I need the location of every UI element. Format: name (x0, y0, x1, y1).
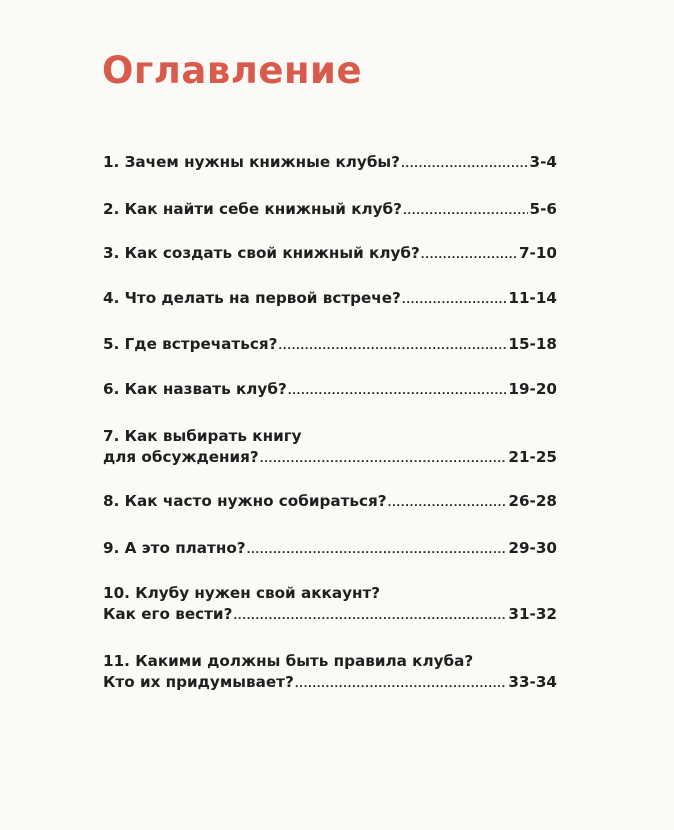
dot-leader (288, 387, 507, 397)
dot-leader (247, 546, 507, 556)
page-title: Оглавление (102, 49, 363, 92)
toc-entry-title-continued: Кто их придумывает? (103, 673, 294, 691)
toc-entry-title: 8. Как часто нужно собираться? (103, 492, 387, 510)
toc-entry-pages: 29-30 (508, 539, 557, 557)
toc-entry-title: 3. Как создать свой книжный клуб? (103, 244, 420, 262)
dot-leader (401, 160, 528, 170)
toc-entry-title: 6. Как назвать клуб? (103, 380, 287, 398)
toc-entry-1[interactable] (103, 152, 557, 173)
toc-entry-pages: 3-4 (529, 153, 557, 171)
toc-entry-5[interactable] (103, 334, 557, 355)
toc-entry-title: 4. Что делать на первой встрече? (103, 289, 401, 307)
toc-entry-3[interactable] (103, 243, 557, 264)
dot-leader (403, 207, 528, 217)
toc-entry-title: 7. Как выбирать книгу (103, 427, 302, 445)
toc-entry-7[interactable] (103, 426, 557, 468)
toc-entry-pages: 5-6 (529, 200, 557, 218)
dot-leader (260, 455, 507, 465)
toc-entry-title: 11. Какими должны быть правила клуба? (103, 652, 474, 670)
dot-leader (402, 296, 507, 306)
toc-entry-pages: 15-18 (508, 335, 557, 353)
toc-entry-6[interactable] (103, 379, 557, 400)
toc-entry-10[interactable] (103, 583, 557, 625)
dot-leader (278, 342, 506, 352)
toc-entry-title-continued: для обсуждения? (103, 448, 259, 466)
toc-entry-pages: 21-25 (508, 448, 557, 466)
dot-leader (233, 612, 506, 622)
dot-leader (388, 499, 507, 509)
toc-entry-title: 1. Зачем нужны книжные клубы? (103, 153, 400, 171)
toc-entry-pages: 19-20 (508, 380, 557, 398)
toc-entry-9[interactable] (103, 538, 557, 559)
toc-entry-title: 5. Где встречаться? (103, 335, 278, 353)
dot-leader (295, 680, 507, 690)
toc-entry-title: 9. А это платно? (103, 539, 246, 557)
toc-entry-8[interactable] (103, 491, 557, 512)
toc-entry-pages: 11-14 (508, 289, 557, 307)
toc-entry-title: 10. Клубу нужен свой аккаунт? (103, 584, 381, 602)
toc-entry-pages: 26-28 (508, 492, 557, 510)
toc-entry-11[interactable] (103, 651, 557, 693)
toc-entry-title: 2. Как найти себе книжный клуб? (103, 200, 402, 218)
toc-entry-pages: 7-10 (518, 244, 557, 262)
toc-entry-pages: 33-34 (508, 673, 557, 691)
toc-entry-title-continued: Как его вести? (103, 605, 233, 623)
dot-leader (421, 251, 517, 261)
toc-entry-pages: 31-32 (508, 605, 557, 623)
toc-entry-2[interactable] (103, 199, 557, 220)
toc-entry-4[interactable] (103, 288, 557, 309)
